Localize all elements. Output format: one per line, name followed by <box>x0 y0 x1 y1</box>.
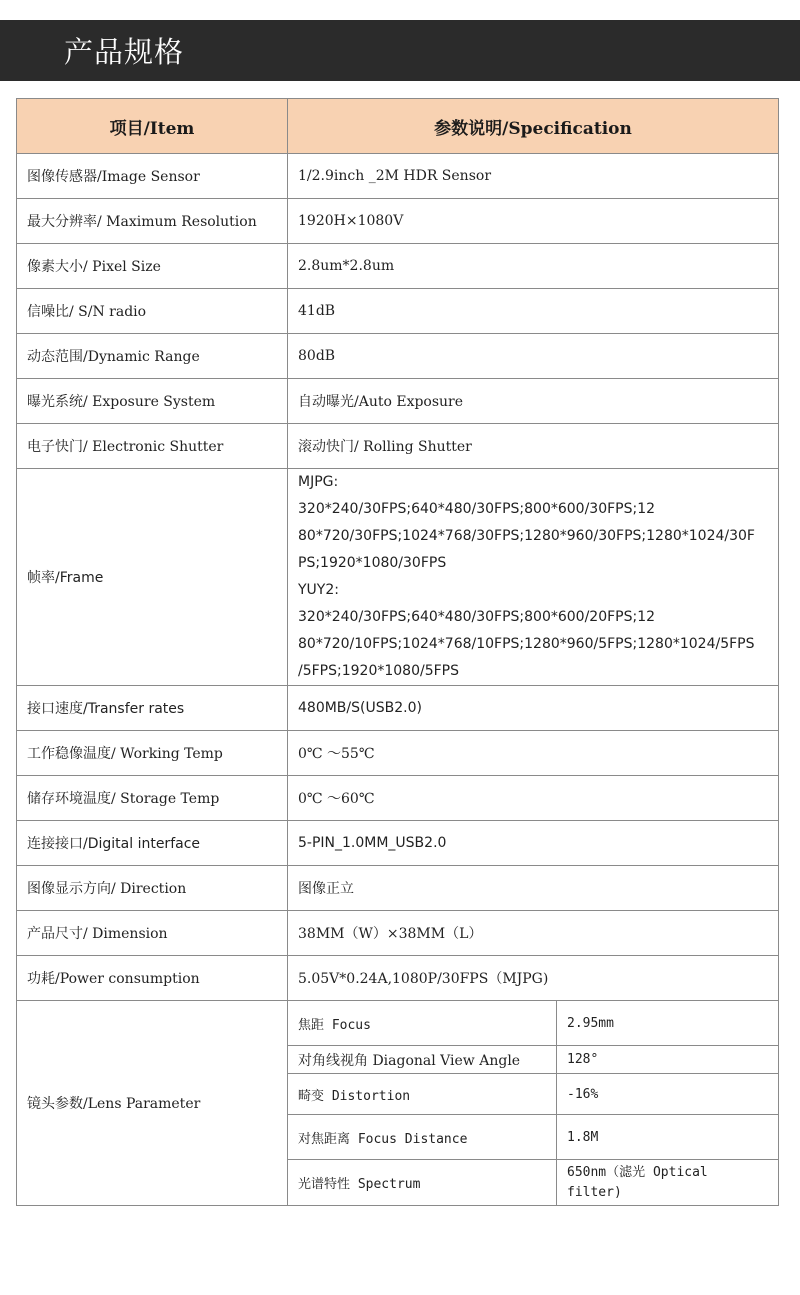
lens-item-name: 光谱特性 Spectrum <box>288 1160 557 1206</box>
spec-table <box>16 98 779 1206</box>
row-value: 1/2.9inch _2M HDR Sensor <box>288 154 779 199</box>
banner-title: 产品规格 <box>64 35 185 69</box>
row-label: 接口速度/Transfer rates <box>17 686 288 731</box>
row-value: 1920H×1080V <box>288 199 779 244</box>
lens-item-value: 2.95mm <box>557 1001 779 1046</box>
row-label: 工作稳像温度/ Working Temp <box>17 731 288 776</box>
row-value: 图像正立 <box>288 866 779 911</box>
row-label: 动态范围/Dynamic Range <box>17 334 288 379</box>
row-label: 产品尺寸/ Dimension <box>17 911 288 956</box>
table-row <box>17 821 779 866</box>
lens-item-name: 对角线视角 Diagonal View Angle <box>288 1046 557 1074</box>
row-label: 储存环境温度/ Storage Temp <box>17 776 288 821</box>
row-value: 80dB <box>288 334 779 379</box>
row-value: 38MM（W）×38MM（L） <box>288 911 779 956</box>
lens-item-name: 畸变 Distortion <box>288 1074 557 1115</box>
frame-line: 80*720/10FPS;1024*768/10FPS;1280*960/5FPS;1280*1024/5FPS <box>298 636 755 652</box>
row-label: 电子快门/ Electronic Shutter <box>17 424 288 469</box>
table-row <box>17 244 779 289</box>
row-label: 图像显示方向/ Direction <box>17 866 288 911</box>
row-label: 信噪比/ S/N radio <box>17 289 288 334</box>
row-value: 480MB/S(USB2.0) <box>288 686 779 731</box>
table-row <box>17 866 779 911</box>
lens-item-name: 对焦距离 Focus Distance <box>288 1115 557 1160</box>
table-row <box>17 776 779 821</box>
lens-item-value: 128° <box>557 1046 779 1074</box>
table-row <box>17 199 779 244</box>
top-spacer <box>0 0 800 20</box>
row-label: 图像传感器/Image Sensor <box>17 154 288 199</box>
frame-line: /5FPS;1920*1080/5FPS <box>298 663 459 679</box>
row-label: 像素大小/ Pixel Size <box>17 244 288 289</box>
row-value: 自动曝光/Auto Exposure <box>288 379 779 424</box>
lens-item-value: 650nm（滤光 Optical filter) <box>557 1160 779 1206</box>
header-item: 项目/Item <box>17 99 288 154</box>
table-header-row <box>17 99 779 154</box>
frame-row <box>17 469 779 686</box>
lens-item-name: 焦距 Focus <box>288 1001 557 1046</box>
header-spec: 参数说明/Specification <box>288 99 779 154</box>
table-row <box>17 424 779 469</box>
row-value: 滚动快门/ Rolling Shutter <box>288 424 779 469</box>
lens-item-value: -16% <box>557 1074 779 1115</box>
frame-line: YUY2: <box>298 582 339 598</box>
table-row <box>17 911 779 956</box>
row-value: 5.05V*0.24A,1080P/30FPS（MJPG) <box>288 956 779 1001</box>
table-row <box>17 289 779 334</box>
table-row <box>17 956 779 1001</box>
frame-line: PS;1920*1080/30FPS <box>298 555 447 571</box>
row-value: 0℃ ～60℃ <box>288 776 779 821</box>
row-label: 曝光系统/ Exposure System <box>17 379 288 424</box>
row-value: 41dB <box>288 289 779 334</box>
frame-value <box>288 469 779 686</box>
row-value: 2.8um*2.8um <box>288 244 779 289</box>
row-value: 0℃ ～55℃ <box>288 731 779 776</box>
table-row <box>17 731 779 776</box>
row-label: 最大分辨率/ Maximum Resolution <box>17 199 288 244</box>
table-row <box>17 379 779 424</box>
row-value: 5-PIN_1.0MM_USB2.0 <box>288 821 779 866</box>
table-row <box>17 154 779 199</box>
frame-line: MJPG: <box>298 474 339 490</box>
frame-label: 帧率/Frame <box>17 469 288 686</box>
row-label: 功耗/Power consumption <box>17 956 288 1001</box>
frame-line: 80*720/30FPS;1024*768/30FPS;1280*960/30FPS;1280*1024/30F <box>298 528 755 544</box>
lens-item-value: 1.8M <box>557 1115 779 1160</box>
frame-line: 320*240/30FPS;640*480/30FPS;800*600/30FPS;12 <box>298 501 656 517</box>
table-row <box>17 334 779 379</box>
row-label: 连接接口/Digital interface <box>17 821 288 866</box>
section-banner <box>0 20 800 81</box>
lens-row <box>17 1001 779 1046</box>
frame-line: 320*240/30FPS;640*480/30FPS;800*600/20FPS;12 <box>298 609 656 625</box>
table-row <box>17 686 779 731</box>
lens-label: 镜头参数/Lens Parameter <box>17 1001 288 1206</box>
